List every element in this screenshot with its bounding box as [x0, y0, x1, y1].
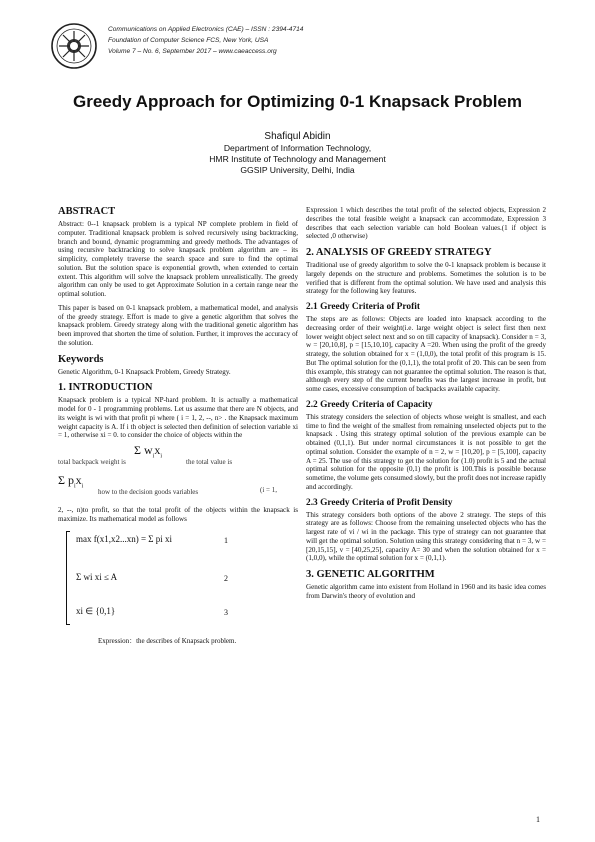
- section-2-3-heading: 2.3 Greedy Criteria of Profit Density: [306, 497, 453, 508]
- equation-label-total-value: the total value is: [186, 458, 233, 466]
- sum-symbol-2: Σ $p_ix_i$: [58, 473, 84, 490]
- equation-label-decision-variables: how to the decision goods variables: [98, 488, 199, 496]
- inline-equations-figure: [58, 444, 298, 502]
- paper-title: Greedy Approach for Optimizing 0-1 Knapsack Problem: [72, 92, 523, 111]
- introduction-paragraph-2: 2, --, n)to profit, so that the total profit of the objects within the knapsack is maximize. Its mathematical model as follows: [58, 506, 298, 523]
- model-caption: Expression：the describes of Knapsack problem.: [98, 636, 237, 645]
- equation-label-index: (i = 1,: [260, 486, 277, 494]
- journal-seal-logo: [50, 22, 98, 70]
- model-line-2: Σ wi xi ≤ A: [76, 571, 118, 582]
- header-line-2: Foundation of Computer Science FCS, New York, USA: [108, 37, 269, 44]
- author-university: GGSIP University, Delhi, India: [240, 165, 355, 175]
- section-3-paragraph: Genetic algorithm came into existent from Holland in 1960 and its basic idea comes from Darwin's theory of evolution and: [306, 583, 546, 600]
- header-line-1: Communications on Applied Electronics (CAE) – ISSN : 2394-4714: [108, 26, 304, 33]
- sum-symbol-1: Σ $w_ix_i$: [134, 443, 162, 460]
- section-2-2-paragraph: This strategy considers the selection of objects whose weight is smallest, and each time to find the weight of the smallest from remaining unselected objects put to the knapsack . Using this strategy optimal solution of the previous example can be obtained (0,1,1). But under normal circumstances it is not possible to get the optimal solution. Consider the example of n = 2, w = [10,20], p = [5,100], capacity A = 25. The use of this strategy to get the solution for (1.0) profit is 5 and the actual optimal solution for the opposite (0,1) the profit is 100.This is possible because sometime, the volume gets consumed slowly, but the profit does not increase rapidly and accordingly.: [306, 412, 546, 491]
- section-2-3-paragraph: This strategy considers both options of the above 2 strategy. The steps of this strategy are as follows: Choose from the remaining unselected objects who has the largest rate of vi / wi in the package. This type of strategy can not guarantee that will get the optimal solution. Solution using this strategy considering that n = 3, w = [20,15,15], v = [40,25,25], capacity A= 30 and when the solution obtained for x = (1,0,0), while the optimal solution for x = (0,1,1).: [306, 510, 546, 563]
- section-2-2-heading: 2.2 Greedy Criteria of Capacity: [306, 399, 433, 410]
- page-number: 1: [536, 815, 540, 824]
- model-brace: [66, 531, 70, 625]
- author-name: Shafiqul Abidin: [264, 131, 331, 142]
- model-number-1: 1: [224, 535, 228, 545]
- equation-label-total-weight: total backpack weight is: [58, 458, 126, 466]
- abstract-paragraph-1: Abstract: 0--1 knapsack problem is a typical NP complete problem in field of computer. Traditional knapsack problem is solved recursively using backtracking, branch and bound, dynamic programming and greedy methods. The advantages of using recursive backtracking to solve knapsack problem algorithm are – its simplicity, completely traverse the search space and sure to find the optimal solution. But the solution space is exponential growth, when extended to certain extent. This algorithm will solve the knapsack problem unrealistically. The greedy algorithm can only be used to get Approximate Solution in a certain range near the optimal solution.: [58, 220, 298, 298]
- journal-header: [108, 24, 303, 57]
- model-line-1: max f(x1,x2...xn) = Σ pi xi: [76, 533, 173, 544]
- expression-paragraph: Expression 1 which describes the total profit of the selected objects, Expression 2 describes the total feasible weight a knapsack can accommodate, Expression 3 describes that each selection variable can hold Boolean values.(1 if object is selected ,0 otherwise): [306, 206, 546, 241]
- introduction-paragraph-1: Knapsack problem is a typical NP-hard problem. It is actually a mathematical model for 0 - 1 programming problems. Let us assume that there are N objects, and its weight is wi with that profit pi where ( i = 1, 2, --, n> . the Knapsack maximum weight capacity is A. If i th object is selected then definition of selection variable xi = 1, otherwise xi = 0. to consider the choice of objects within the: [58, 396, 298, 440]
- keywords-heading: Keywords: [58, 353, 104, 365]
- model-number-2: 2: [224, 573, 228, 583]
- author-block: [0, 130, 595, 176]
- section-3-heading: 3. GENETIC ALGORITHM: [306, 569, 435, 580]
- author-institute: HMR Institute of Technology and Management: [209, 154, 386, 164]
- section-2-paragraph: Traditional use of greedy algorithm to solve the 0-1 knapsack problem is because it largely depends on the structure and problems. Sometimes the solution is to be verified that is different from the optimal solution. We have used and analysis this strategy for the following key features.: [306, 261, 546, 296]
- model-number-3: 3: [224, 607, 228, 617]
- section-2-heading: 2. ANALYSIS OF GREEDY STRATEGY: [306, 247, 492, 258]
- right-column: [306, 206, 546, 606]
- left-column: [58, 206, 298, 653]
- author-dept: Department of Information Technology,: [223, 143, 372, 153]
- model-line-3: xi ∈ {0,1}: [76, 605, 116, 616]
- keywords-text: Genetic Algorithm, 0-1 Knapsack Problem, Greedy Strategy.: [58, 367, 231, 376]
- abstract-heading: ABSTRACT: [58, 206, 116, 217]
- knapsack-model-figure: [58, 529, 298, 653]
- section-2-1-paragraph: The steps are as follows: Objects are loaded into knapsack according to the decreasing order of their weight(i.e. large weight object is select first then next lower weight object select next and so on till capacity of knapsack). Consider n = 3, w = [20,10,8], p = [15,10,10], capacity A =20. When using the profit of the greedy strategy, the solution obtained for x = (1,0,0), the total profit of this program is 15. But The optimal solution for the (0,1,1), the total profit of 20. This can be seen from this example, this strategy can not guarantee the optimal solution. The reason is that, although every step of the current benefits was the largest increase in profit, but some cases, excessive consumption of backpacks available capacity.: [306, 315, 546, 393]
- introduction-heading: 1. INTRODUCTION: [58, 382, 153, 394]
- section-2-1-heading: 2.1 Greedy Criteria of Profit: [306, 302, 420, 312]
- abstract-paragraph-2: This paper is based on 0-1 knapsack problem, a mathematical model, and analysis of the greedy strategy. Effort is made to give a genetic algorithm that solves the knapsack problem. Greedy strategy along with the traditional genetic algorithm has been improved that shorten the time of solution. Further, it improves the accuracy of the solution.: [58, 303, 298, 347]
- header-line-3: Volume 7 – No. 6, September 2017 – www.caeaccess.org: [108, 48, 277, 55]
